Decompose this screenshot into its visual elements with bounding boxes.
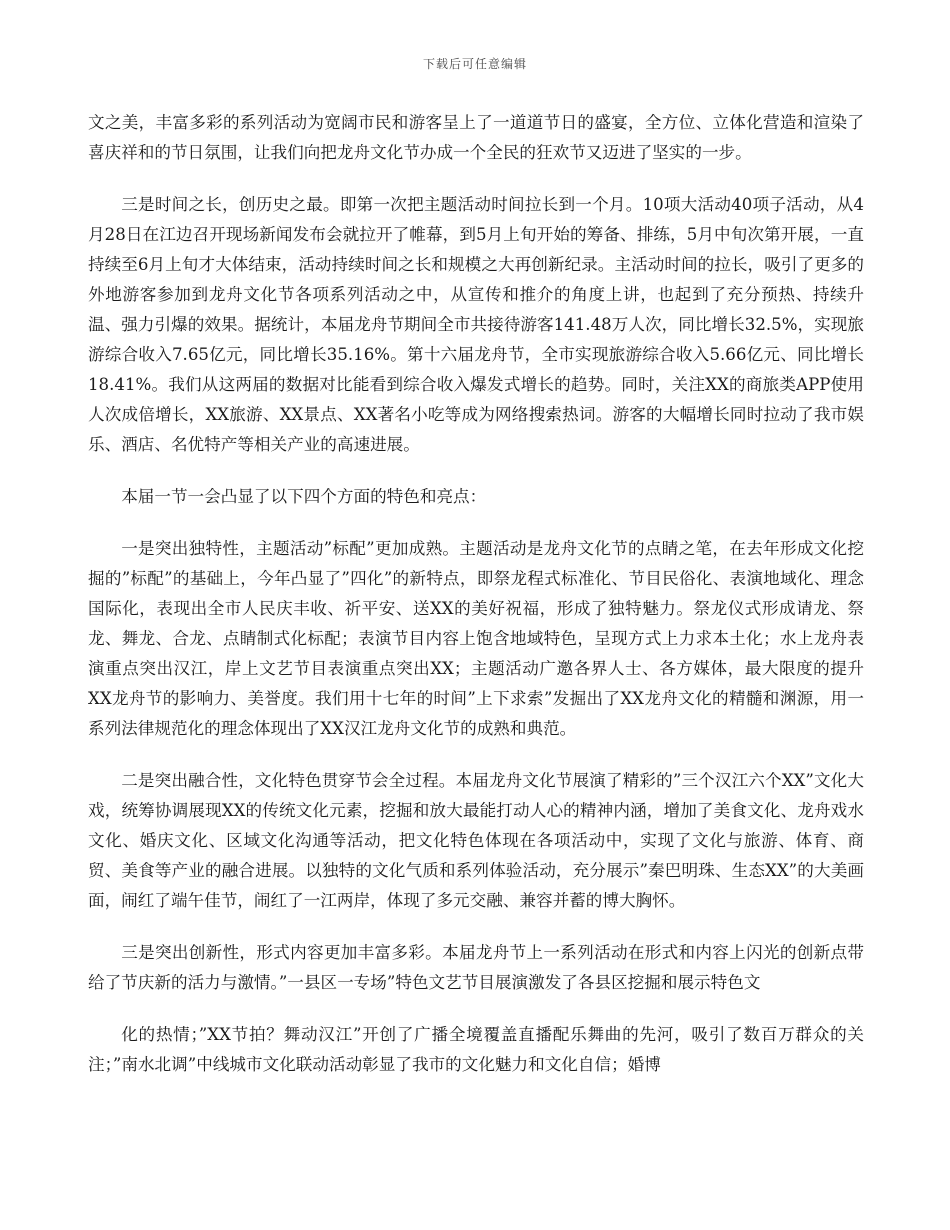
page-header-note: 下载后可任意编辑 xyxy=(422,57,527,71)
paragraph-innovation-continued: 化的热情；”XX节拍？舞动汉江”开创了广播全境覆盖直播配乐舞曲的先河，吸引了数百万群众的关注；”南水北调”中线城市文化联动活动彰显了我市的文化魅力和文化自信；婚博 xyxy=(88,1025,864,1074)
paragraph-integration: 二是突出融合性，文化特色贯穿节会全过程。本届龙舟文化节展演了精彩的”三个汉江六个XX”文化大戏，统筹协调展现XX的传统文化元素，挖掘和放大最能打动人心的精神内涵，增加了美食文化、龙舟戏水文化、婚庆文化、区域文化沟通等活动，把文化特色体现在各项活动中，实现了文化与旅游、体育、商贸、美食等产业的融合进展。以独特的文化气质和系列体验活动，充分展示”秦巴明珠、生态XX”的大美画面，闹红了端午佳节，闹红了一江两岸，体现了多元交融、兼容并蓄的博大胸怀。 xyxy=(88,771,864,910)
paragraph-continuation: 文之美，丰富多彩的系列活动为宽阔市民和游客呈上了一道道节日的盛宴，全方位、立体化营造和渲染了喜庆祥和的节日氛围，让我们向把龙舟文化节办成一个全民的狂欢节又迈进了坚实的一步。 xyxy=(88,113,864,162)
paragraph-uniqueness: 一是突出独特性，主题活动”标配”更加成熟。主题活动是龙舟文化节的点睛之笔，在去年形成文化挖掘的”标配”的基础上，今年凸显了”四化”的新特点，即祭龙程式标准化、节目民俗化、表演地域化、理念国际化，表现出全市人民庆丰收、祈平安、送XX的美好祝福，形成了独特魅力。祭龙仪式形成请龙、祭龙、舞龙、合龙、点睛制式化标配；表演节目内容上饱含地域特色，呈现方式上力求本土化；水上龙舟表演重点突出汉江，岸上文艺节目表演重点突出XX；主题活动广邀各界人士、各方媒体，最大限度的提升XX龙舟节的影响力、美誉度。我们用十七年的时间”上下求索”发掘出了XX龙舟文化的精髓和渊源，用一系列法律规范化的理念体现出了XX汉江龙舟文化节的成熟和典范。 xyxy=(88,539,864,738)
paragraph-innovation: 三是突出创新性，形式内容更加丰富多彩。本届龙舟节上一系列活动在形式和内容上闪光的创新点带给了节庆新的活力与激情。”一县区一专场”特色文艺节目展演激发了各县区挖掘和展示特色文 xyxy=(88,943,864,992)
document-body xyxy=(88,108,864,1102)
paragraph-highlights-intro: 本届一节一会凸显了以下四个方面的特色和亮点： xyxy=(121,487,487,506)
paragraph-time-length: 三是时间之长，创历史之最。即第一次把主题活动时间拉长到一个月。10项大活动40项子活动，从4月28日在江边召开现场新闻发布会就拉开了帷幕，到5月上旬开始的筹备、排练，5月中旬次第开展，一直持续至6月上旬才大体结束，活动持续时间之长和规模之大再创新纪录。主活动时间的拉长，吸引了更多的外地游客参加到龙舟文化节各项系列活动之中，从宣传和推介的角度上讲，也起到了充分预热、持续升温、强力引爆的效果。据统计，本届龙舟节期间全市共接待游客141.48万人次，同比增长32.5%，实现旅游综合收入7.65亿元，同比增长35.16%。第十六届龙舟节，全市实现旅游综合收入5.66亿元、同比增长18.41%。我们从这两届的数据对比能看到综合收入爆发式增长的趋势。同时，关注XX的商旅类APP使用人次成倍增长，XX旅游、XX景点、XX著名小吃等成为网络搜索热词。游客的大幅增长同时拉动了我市娱乐、酒店、名优特产等相关产业的高速进展。 xyxy=(88,195,864,454)
